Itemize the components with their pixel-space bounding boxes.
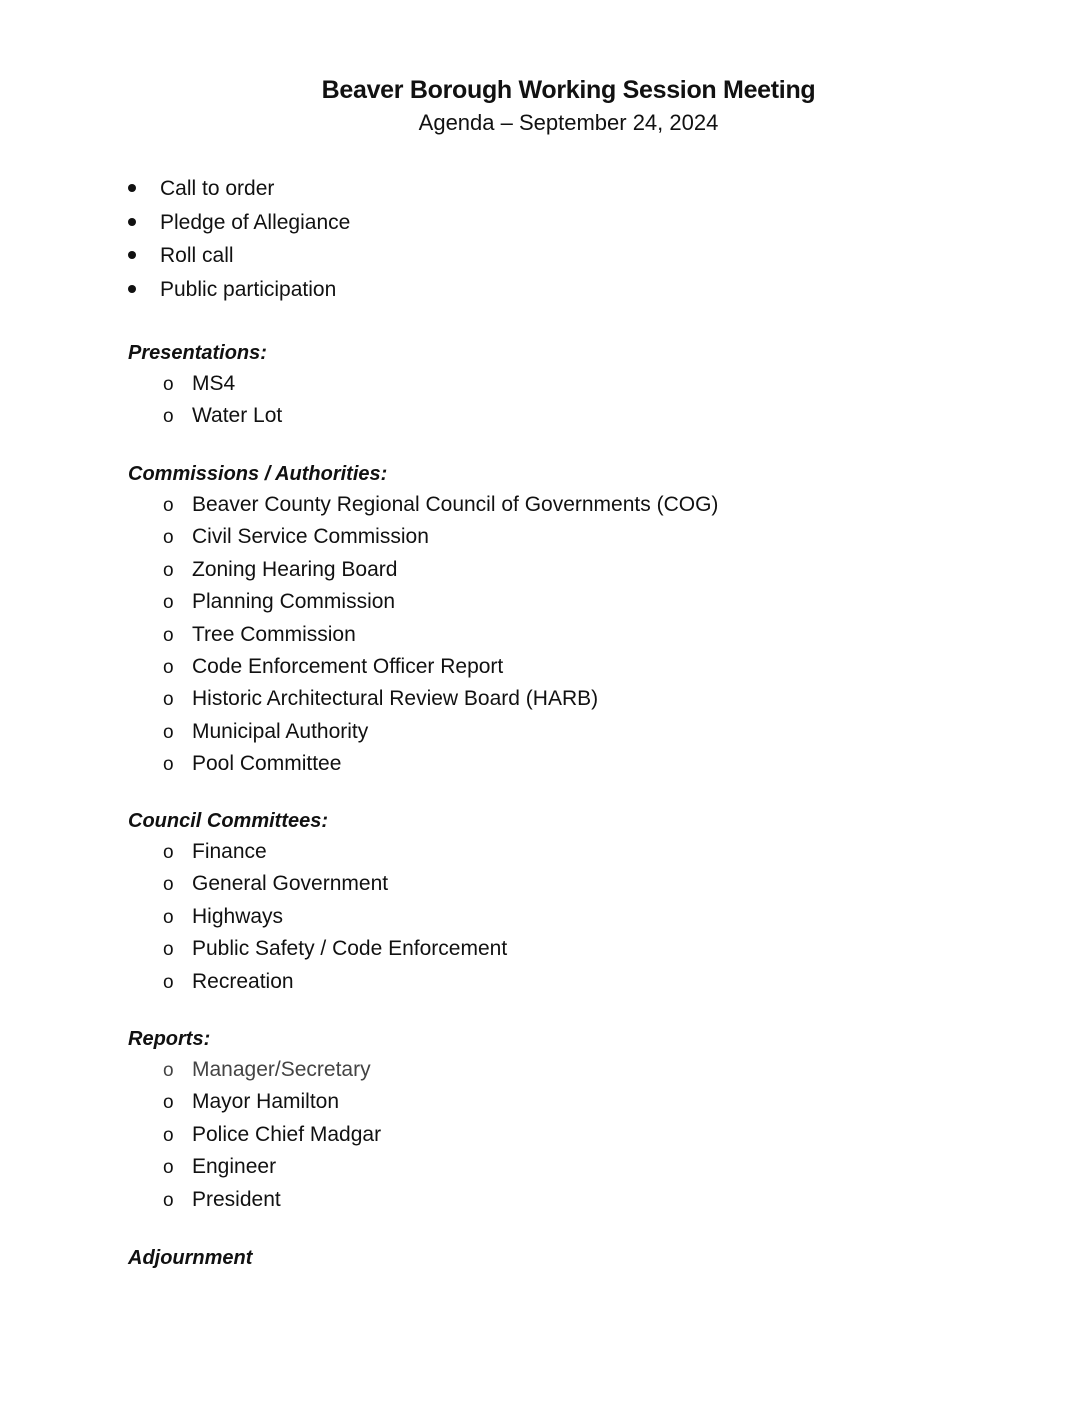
list-item: o Beaver County Regional Council of Governments (COG)	[128, 489, 718, 521]
circle-bullet-icon: o	[163, 527, 174, 549]
circle-bullet-icon: o	[163, 721, 174, 743]
circle-bullet-icon: o	[163, 1060, 174, 1081]
presentations-section	[128, 338, 282, 433]
commissions-list	[128, 489, 718, 781]
list-item: o Pool Committee	[128, 748, 718, 780]
council-committees-section	[128, 806, 507, 998]
list-item: o Finance	[128, 836, 507, 868]
circle-bullet-icon: o	[163, 592, 174, 614]
circle-bullet-icon: o	[163, 374, 174, 395]
list-item: o Manager/Secretary	[128, 1054, 381, 1086]
circle-bullet-icon: o	[163, 656, 174, 678]
circle-bullet-icon: o	[163, 874, 174, 896]
section-heading: Commissions / Authorities:	[128, 463, 388, 485]
circle-bullet-icon: o	[163, 689, 174, 711]
list-item: o Water Lot	[128, 400, 282, 432]
list-item: o Municipal Authority	[128, 716, 718, 748]
circle-bullet-icon: o	[163, 495, 174, 516]
section-heading: Council Committees:	[128, 810, 329, 832]
list-item: o Planning Commission	[128, 586, 718, 618]
commissions-section	[128, 459, 718, 781]
page-subtitle: Agenda – September 24, 2024	[418, 110, 719, 135]
circle-bullet-icon: o	[163, 939, 174, 961]
list-item: o Mayor Hamilton	[128, 1086, 381, 1118]
list-item: o Police Chief Madgar	[128, 1119, 381, 1151]
list-item: o Highways	[128, 901, 507, 933]
circle-bullet-icon: o	[163, 406, 174, 428]
list-item: o Engineer	[128, 1151, 381, 1183]
bullet-icon	[128, 285, 136, 293]
circle-bullet-icon: o	[163, 842, 174, 863]
list-item: o Public Safety / Code Enforcement	[128, 933, 507, 965]
page-title: Beaver Borough Working Session Meeting	[321, 76, 816, 104]
list-item: o Zoning Hearing Board	[128, 554, 718, 586]
list-item: o Civil Service Commission	[128, 521, 718, 553]
opening-items-list	[128, 172, 350, 306]
adjournment-section	[128, 1243, 252, 1273]
circle-bullet-icon: o	[163, 971, 174, 993]
list-item: Public participation	[128, 273, 350, 307]
section-heading: Adjournment	[128, 1247, 253, 1269]
circle-bullet-icon: o	[163, 1092, 174, 1114]
circle-bullet-icon: o	[163, 1189, 174, 1211]
presentations-list	[128, 368, 282, 433]
reports-section	[128, 1024, 381, 1216]
list-item: o MS4	[128, 368, 282, 400]
list-item: o Code Enforcement Officer Report	[128, 651, 718, 683]
circle-bullet-icon: o	[163, 559, 174, 581]
list-item: Roll call	[128, 239, 350, 273]
list-item: Call to order	[128, 172, 350, 206]
council-committees-list	[128, 836, 507, 998]
reports-list	[128, 1054, 381, 1216]
list-item: o Tree Commission	[128, 619, 718, 651]
list-item: o President	[128, 1184, 381, 1216]
list-item: o General Government	[128, 868, 507, 900]
list-item: Pledge of Allegiance	[128, 206, 350, 240]
list-item: o Historic Architectural Review Board (HARB)	[128, 683, 718, 715]
circle-bullet-icon: o	[163, 1157, 174, 1179]
bullet-icon	[128, 251, 136, 259]
list-item: o Recreation	[128, 966, 507, 998]
circle-bullet-icon: o	[163, 754, 174, 776]
section-heading: Presentations:	[128, 342, 267, 364]
circle-bullet-icon: o	[163, 624, 174, 646]
bullet-icon	[128, 184, 136, 192]
circle-bullet-icon: o	[163, 1124, 174, 1146]
bullet-icon	[128, 218, 136, 226]
section-heading: Reports:	[128, 1028, 211, 1050]
circle-bullet-icon: o	[163, 906, 174, 928]
